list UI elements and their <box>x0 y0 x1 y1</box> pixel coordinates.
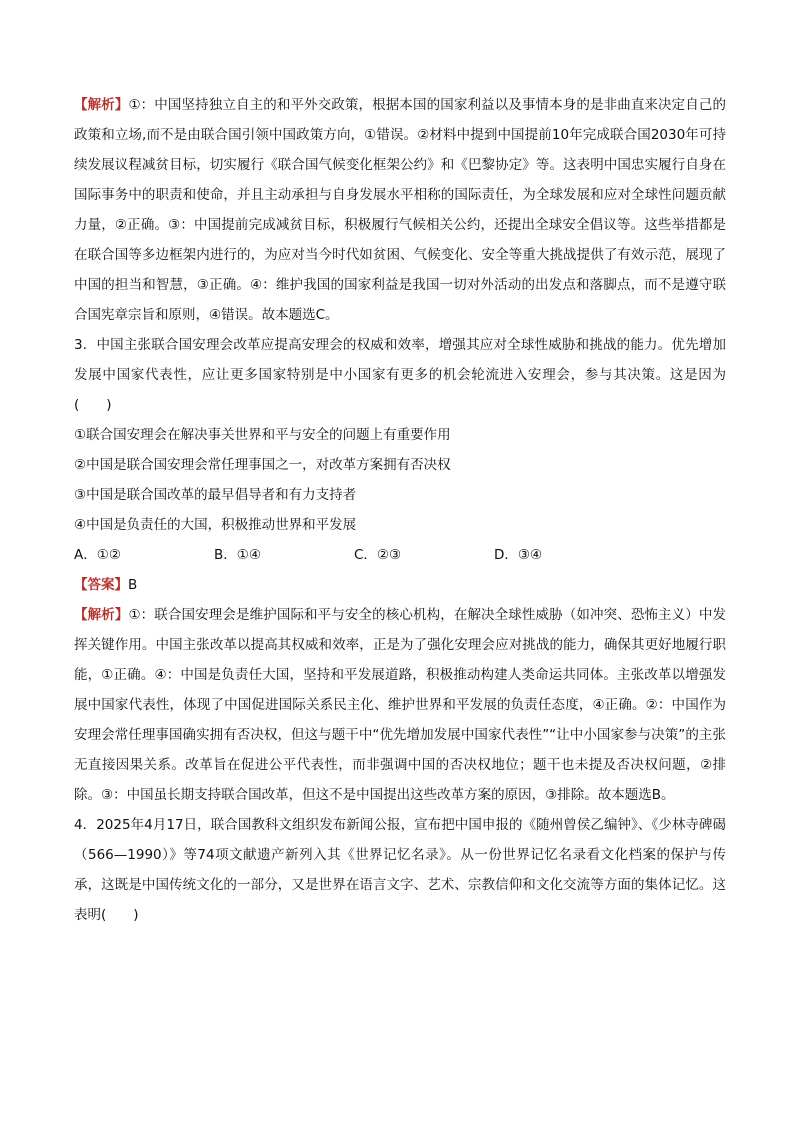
q2-analysis <box>74 90 726 330</box>
question-3-stem: 3．中国主张联合国安理会改革应提高安理会的权威和效率，增强其应对全球性威胁和挑战的能力。优先增加发展中国家代表性，应让更多国家特别是中小国家有更多的机会轮流进入安理会，参与其决策。这是因为( ) <box>74 337 726 413</box>
choice-b: B．①④ <box>214 547 261 563</box>
analysis-tag: 【解析】 <box>74 607 129 623</box>
choice-c: C．②③ <box>354 547 402 563</box>
analysis-text: ①：中国坚持独立自主的和平外交政策，根据本国的国家利益以及事情本身的是非曲直来决定自己的政策和立场,而不是由联合国引领中国政策方向，①错误。②材料中提到中国提前10年完成联合国2030年可持续发展议程减贫目标，切实履行《联合国气候变化框架公约》和《巴黎协定》等。这表明中国忠实履行自身在国际事务中的职责和使命，并且主动承担与自身发展水平相称的国际责任，为全球发展和应对全球性问题贡献力量，②正确。③：中国提前完成减贫目标，积极履行气候相关公约，还提出全球安全倡议等。这些举措都是在联合国等多边框架内进行的，为应对当今时代如贫困、气候变化、安全等重大挑战提供了有效示范，展现了中国的担当和智慧，③正确。④：维护我国的国家利益是我国一切对外活动的出发点和落脚点，而不是遵守联合国宪章宗旨和原则，④错误。故本题选C。 <box>74 97 727 323</box>
analysis-tag: 【解析】 <box>74 97 129 113</box>
option-statement: ③中国是联合国改革的最早倡导者和有力支持者 <box>74 487 357 503</box>
answer-value: B <box>128 577 138 593</box>
analysis-text: ①：联合国安理会是维护国际和平与安全的核心机构，在解决全球性威胁（如冲突、恐怖主义）中发挥关键作用。中国主张改革以提高其权威和效率，正是为了强化安理会应对挑战的能力，确保其更好地履行职能，①正确。④：中国是负责任大国，坚持和平发展道路，积极推动构建人类命运共同体。主张改革以增强发展中国家代表性，体现了中国促进国际关系民主化、维护世界和平发展的负责任态度，④正确。②：中国作为安理会常任理事国确实拥有否决权，但这与题干中“优先增加发展中国家代表性”“让中小国家参与决策”的主张无直接因果关系。改革旨在促进公平代表性，而非强调中国的否决权地位；题干也未提及否决权问题，②排除。③：中国虽长期支持联合国改革，但这不是中国提出这些改革方案的原因，③排除。故本题选B。 <box>74 607 727 803</box>
question-3-options <box>74 420 726 540</box>
choice-d: D．③④ <box>494 547 543 563</box>
option-statement: ④中国是负责任的大国，积极推动世界和平发展 <box>74 517 357 533</box>
choice-a: A．①② <box>74 547 121 563</box>
q3-answer <box>74 570 726 600</box>
q3-analysis <box>74 600 726 810</box>
option-statement: ②中国是联合国安理会常任理事国之一，对改革方案拥有否决权 <box>74 457 451 473</box>
document-page <box>74 90 726 930</box>
answer-tag: 【答案】 <box>74 577 128 593</box>
option-statement: ①联合国安理会在解决事关世界和平与安全的问题上有重要作用 <box>74 427 451 443</box>
question-4-stem: 4．2025年4月17日，联合国教科文组织发布新闻公报，宣布把中国申报的《随州曾侯乙编钟》、《少林寺碑碣（566—1990）》等74项文献遗产新列入其《世界记忆名录》。从一份世界记忆名录看文化档案的保护与传承，这既是中国传统文化的一部分，又是世界在语言文字、艺术、宗教信仰和文化交流等方面的集体记忆。这表明( ) <box>74 817 726 923</box>
question-3-choices <box>74 540 726 570</box>
